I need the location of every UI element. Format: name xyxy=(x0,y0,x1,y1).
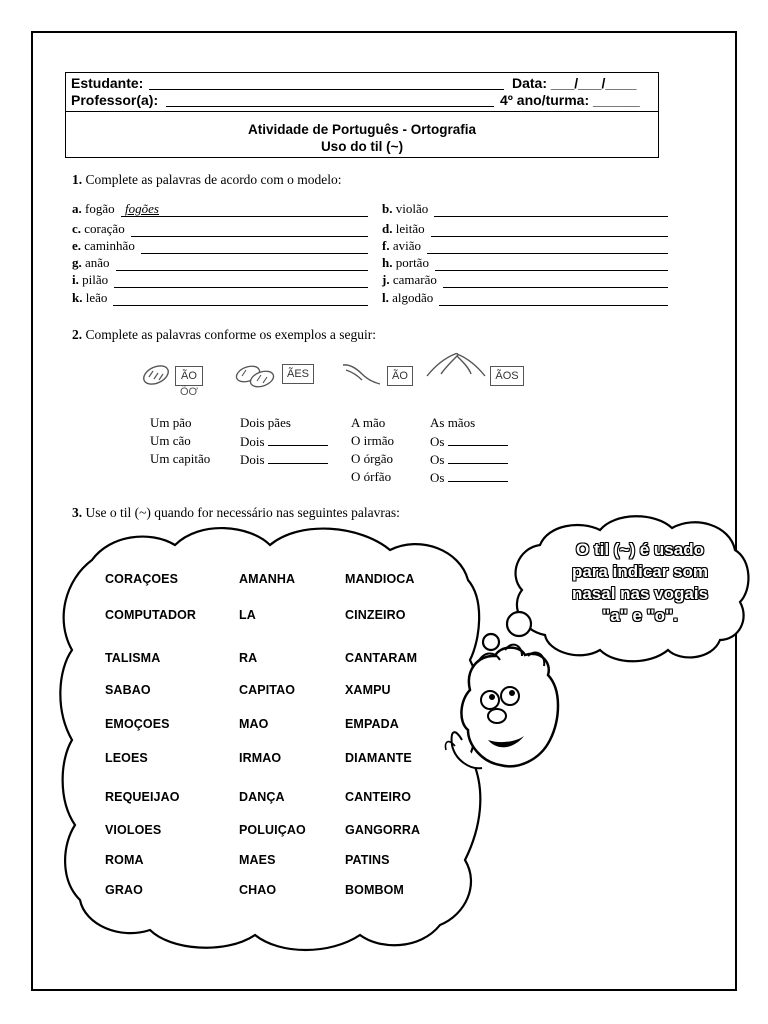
q1-item-letter: k. xyxy=(72,290,83,305)
q1-item-word: portão xyxy=(395,255,429,270)
q1-item-letter: a. xyxy=(72,201,82,216)
q3-word[interactable]: CAPITAO xyxy=(239,683,296,697)
grade-label: 4º ano/turma: ______ xyxy=(500,92,640,108)
q3-word[interactable]: POLUIÇAO xyxy=(239,823,306,837)
tile-ao-1: ÃO xyxy=(175,366,203,386)
q3-word[interactable]: MAO xyxy=(239,717,269,731)
q1-item-letter: h. xyxy=(382,255,393,270)
q1-item-word: algodão xyxy=(392,290,434,305)
q2-text: Complete as palavras conforme os exemplos a seguir: xyxy=(85,327,377,342)
q1-item-letter: e. xyxy=(72,238,82,253)
q1-item-letter: j. xyxy=(382,272,390,287)
q1-number: 1. xyxy=(72,172,83,187)
q2-word: Um pão xyxy=(150,415,192,430)
q3-word[interactable]: EMPADA xyxy=(345,717,399,731)
q1-item-word: coração xyxy=(84,221,125,236)
q3-word[interactable]: CHAO xyxy=(239,883,277,897)
q1-item-letter: f. xyxy=(382,238,390,253)
q1-item-letter: c. xyxy=(72,221,82,236)
q3-word[interactable]: LEOES xyxy=(105,751,148,765)
teacher-label: Professor(a): xyxy=(71,92,159,108)
q3-word[interactable]: VIOLOES xyxy=(105,823,162,837)
q1-item-letter: d. xyxy=(382,221,393,236)
q2-word: Um capitão xyxy=(150,451,211,466)
q2-word: O órgão xyxy=(351,451,394,466)
q3-word[interactable]: DANÇA xyxy=(239,790,285,804)
q2-word: Os xyxy=(430,434,445,449)
q1-item-word: fogão xyxy=(85,201,115,216)
q3-word[interactable]: BOMBOM xyxy=(345,883,404,897)
q2-word: Os xyxy=(430,452,445,467)
q3-text: Use o til (~) quando for necessário nas seguintes palavras: xyxy=(85,505,400,520)
q3-word[interactable]: CANTEIRO xyxy=(345,790,412,804)
page-title: Atividade de Português - Ortografia xyxy=(247,122,477,137)
q3-word[interactable]: MANDIOCA xyxy=(345,572,415,586)
bubble-line-4: "a" e "o". xyxy=(602,606,678,625)
q3-word[interactable]: COMPUTADOR xyxy=(105,608,197,622)
q3-word[interactable]: XAMPU xyxy=(345,683,391,697)
bubble-line-2: para indicar som xyxy=(571,562,709,581)
q3-word[interactable]: PATINS xyxy=(345,853,390,867)
q3-word[interactable]: REQUEIJAO xyxy=(105,790,180,804)
q2-word: Os xyxy=(430,470,445,485)
q3-number: 3. xyxy=(72,505,83,520)
tile-ao-2: ÃO xyxy=(387,366,413,386)
q1-item-word: caminhão xyxy=(84,238,135,253)
q3-word[interactable]: CANTARAM xyxy=(345,651,418,665)
q3-word[interactable]: SABAO xyxy=(105,683,151,697)
q1-item-letter: i. xyxy=(72,272,79,287)
tile-aos: ÃOS xyxy=(490,366,524,386)
q3-word[interactable]: TALISMA xyxy=(105,651,161,665)
date-label: Data: ___/___/____ xyxy=(512,75,637,91)
q3-word[interactable]: DIAMANTE xyxy=(345,751,412,765)
q3-word[interactable]: GANGORRA xyxy=(345,823,421,837)
q1-item-word: leitão xyxy=(395,221,425,236)
q2-word: Dois xyxy=(240,434,265,449)
q3-word[interactable]: ROMA xyxy=(105,853,144,867)
q2-word: Dois xyxy=(240,452,265,467)
q3-word[interactable]: CORAÇOES xyxy=(105,572,179,586)
q2-word: O irmão xyxy=(351,433,394,448)
q3-word[interactable]: CINZEIRO xyxy=(345,608,406,622)
bubble-line-3: nasal nas vogais xyxy=(571,584,709,603)
q3-word[interactable]: MAES xyxy=(239,853,276,867)
bubble-line-1: O til (~) é usado xyxy=(576,540,704,559)
q2-word: Dois pães xyxy=(240,415,291,430)
q1-item-word: anão xyxy=(85,255,110,270)
page-subtitle: Uso do til (~) xyxy=(320,139,404,154)
q1-item-word: pilão xyxy=(82,272,109,287)
q3-word[interactable]: GRAO xyxy=(105,883,143,897)
q1-item-letter: l. xyxy=(382,290,389,305)
q1-item-letter: b. xyxy=(382,201,393,216)
q1-text: Complete as palavras de acordo com o modelo: xyxy=(85,172,342,187)
q2-word: As mãos xyxy=(430,415,476,430)
q1-item-word: violão xyxy=(395,201,429,216)
q1-item-letter: g. xyxy=(72,255,82,270)
q3-word[interactable]: RA xyxy=(239,651,258,665)
q1-item-word: leão xyxy=(85,290,108,305)
q3-word[interactable]: IRMAO xyxy=(239,751,282,765)
q1-item-word: camarão xyxy=(392,272,437,287)
student-label: Estudante: xyxy=(71,75,144,91)
tile-ao-1-glyph: ÕƠ xyxy=(180,386,198,398)
q1-model-answer: fogões xyxy=(125,201,159,216)
q3-word[interactable]: EMOÇOES xyxy=(105,717,170,731)
q2-word: Um cão xyxy=(150,433,191,448)
q3-word[interactable]: LA xyxy=(239,608,256,622)
tile-aes: ÃES xyxy=(282,364,314,384)
q2-number: 2. xyxy=(72,327,83,342)
q2-word: A mão xyxy=(351,415,386,430)
q3-word[interactable]: AMANHA xyxy=(239,572,296,586)
q1-item-word: avião xyxy=(392,238,421,253)
q2-word: O órfão xyxy=(351,469,392,484)
